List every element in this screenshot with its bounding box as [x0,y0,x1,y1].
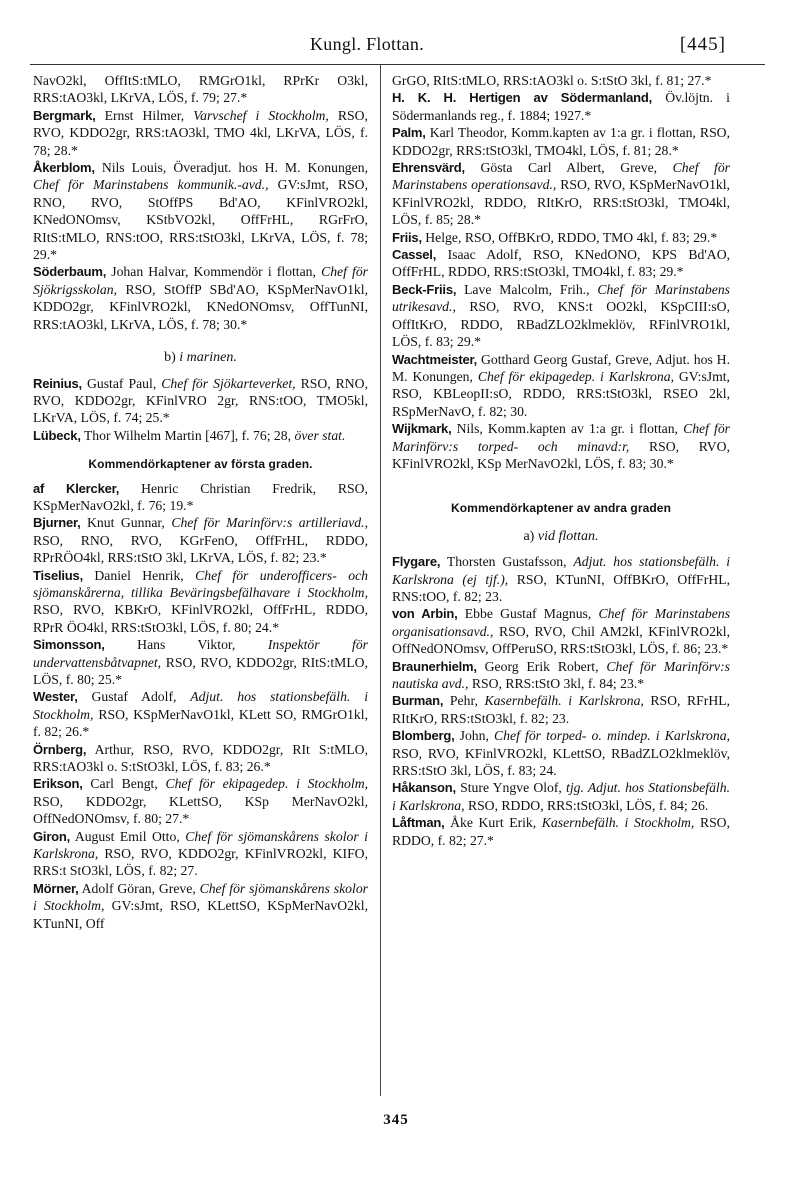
entry-title: Chef för Marinförv:s torped- och minavd:r, [392,421,730,454]
entry-text: Hans Viktor, [104,637,268,653]
register-entry [33,159,368,263]
entry-text: Daniel Henrik, [82,567,196,583]
section-heading-first-grade: Kommendörkaptener av första graden. [88,457,313,472]
entry-title: Chef för Marinförv:s artilleriavd., [171,515,368,531]
entry-text: Adolf Göran, Greve, [78,880,200,896]
entry-text: RSO, StOffP SBd'AO, KSpMerNavO1kl, KDDO2gr, KFinlVRO2kl, KNedONOmsv, OffTunNI, RRS:tAO3kl, LKrVA, LÖS, f. 78; 30.* [33,281,368,332]
entry-text: RSO, RFrHL, RItKrO, RRS:tStO3kl, f. 82; 23. [392,693,731,726]
register-entry [33,107,368,159]
register-entry [33,880,368,932]
register-entry [392,159,730,229]
entry-name: Lübeck, [33,427,81,443]
entry-title: Chef för torped- o. mindep. i Karlskrona, [494,728,730,744]
entry-title: Chef för sjömanskårens skolor i Karlskrona, [33,828,368,862]
register-entry [33,636,368,688]
register-entry [392,124,730,159]
subhead-a [392,528,730,545]
entry-text: August Emil Otto, [70,828,186,844]
entry-title: Chef för Marinstabens utrikesavd., [392,281,731,315]
entry-text: RSO, KSpMerNavO1kl, KLett SO, RMGrO1kl, f. 82; 26.* [33,706,368,740]
entry-title: Adjut. hos stationsbefälh. i Stockholm, [33,689,369,722]
entry-title: Chef för Sjökrigsskolan, [33,264,369,297]
register-entry [392,281,730,351]
register-entry [392,727,730,779]
entry-name: Mörner, [33,880,79,896]
entry-name: Cassel, [392,247,437,263]
entry-name: Bergmark, [33,107,96,123]
entry-title: Chef för Marinförv:s nautiska avd., [392,658,730,691]
entry-text: RSO, KTunNI, OffBKrO, OffFrHL, RNS:tOO, f. 82; 23. [392,571,730,604]
entry-text: Thor Wilhelm Martin [467], f. 76; 28, [80,427,295,443]
entry-text: RSO, RVO, KDDO2gr, RRS:tAO3kl, TMO 4kl, LKrVA, LÖS, f. 78; 28.* [33,107,368,158]
entry-text: Gösta Carl Albert, Greve, [464,160,673,176]
entry-text: Carl Bengt, [82,776,166,792]
entry-name: Ehrensvärd, [392,160,465,176]
register-entry [33,480,368,515]
entry-name: Reinius, [33,375,82,391]
running-title: Kungl. Flottan. [310,34,425,54]
subhead-b-letter: b) [164,350,176,366]
entry-text: Gotthard Georg Gustaf, Greve, Adjut. hos H. M. Konungen, [392,351,730,384]
entry-name: Örnberg, [33,741,87,757]
entry-text: NavO2kl, OffItS:tMLO, RMGrO1kl, RPrKr O3kl, RRS:tAO3kl, LKrVA, LÖS, f. 79; 27.* [33,73,368,106]
entry-text: RSO, RVO, Chil AM2kl, KFinlVRO2kl, OffNedONOmsv, OffPeruSO, RRS:tStO3kl, LÖS, f. 86; 23.* [392,623,730,657]
entry-name: Låftman, [392,815,445,831]
register-entry [392,692,730,727]
header-rule [30,64,765,65]
entry-name: Simonsson, [33,637,105,653]
entry-text: Henric Christian Fredrik, RSO, KSpMerNavO2kl, f. 76; 19.* [33,480,368,513]
register-entry [392,814,730,849]
entry-name: Blomberg, [392,728,455,744]
register-entry [33,741,368,776]
entry-title: Chef för underofficers- och sjömanskårerna, tillika Beväringsbefälhavare i Stockholm, [33,567,368,600]
left-column [33,72,368,932]
entry-text: Johan Halvar, Kommendör i flottan, [106,264,322,280]
left-entries-a [33,72,368,333]
entry-name: Wijkmark, [392,421,452,437]
entry-name: von Arbin, [392,606,458,622]
entry-text: Lave Malcolm, Frih., [456,281,598,297]
entry-title: Chef för Marinstabens kommunik.-avd., [33,177,269,193]
entry-name: H. K. H. Hertigen av Södermanland, [392,90,653,106]
left-entries-c [33,480,368,933]
entry-title: Chef för ekipagedep. i Karlskrona, [477,368,675,384]
subhead-b [33,349,368,366]
entry-text: RSO, KDDO2gr, KLettSO, KSp MerNavO2kl, OffNedONOmsv, f. 80; 27.* [33,793,368,827]
running-header [0,34,792,62]
entry-text: Ebbe Gustaf Magnus, [457,606,599,622]
entry-text: RSO, RDDO, f. 82; 27.* [392,815,730,848]
entry-title: Adjut. hos stationsbefälh. i Karlskrona (ej tjf.), [392,554,730,587]
register-entry [392,420,730,472]
entry-text: Thorsten Gustafsson, [440,554,574,570]
entry-text: GV:sJmt, RSO, KLettSO, KSpMerNavO2kl, KTunNI, Off [33,898,368,931]
entry-name: Friis, [392,229,422,245]
entry-name: Håkanson, [392,780,456,796]
folio-number: 345 [383,1112,409,1128]
entry-text: Åke Kurt Erik, [444,815,542,831]
entry-name: Erikson, [33,776,83,792]
entry-text: Nils Louis, Överadjut. hos H. M. Konungen, [94,160,368,176]
entry-name: Burman, [392,693,444,709]
entry-name: Tiselius, [33,567,83,583]
left-entries-b [33,375,368,445]
register-entry [33,72,368,107]
entry-text: RSO, RVO, KFinlVRO2kl, KSp MerNavO2kl, LÖS, f. 83; 30.* [392,438,730,471]
entry-title: Chef för Marinstabens organisationsavd., [392,606,731,639]
register-entry [33,688,368,740]
entry-text: John, [454,728,495,744]
register-entry [33,514,368,566]
entry-text: Ernst Hilmer, [95,107,194,123]
register-entry [392,246,730,281]
entry-text: Gustaf Adolf, [77,689,191,705]
entry-title: Chef för sjömanskårens skolor i Stockholm, [33,880,368,914]
entry-text: Helge, RSO, OffBKrO, RDDO, TMO 4kl, f. 83; 29.* [421,229,718,245]
entry-name: Giron, [33,828,71,844]
entry-text: RSO, RNO, RVO, KDDO2gr, KFinlVRO 2gr, RNS:tOO, TMO5kl, LKrVA, LÖS, f. 74; 25.* [33,375,368,426]
entry-text: Isaac Adolf, RSO, KNedONO, KPS Bd'AO, OffFrHL, RDDO, RRS:tStO3kl, TMO4kl, f. 83; 29.* [392,247,730,280]
entry-text: RSO, RNO, RVO, KGrFenO, OffFrHL, RDDO, RPrRÖO4kl, RRS:tStO 3kl, LKrVA, LÖS, f. 82; 23.* [33,532,368,566]
entry-text: Pehr, [443,693,485,709]
entry-title: Chef för Marinstabens operationsavd., [392,160,731,193]
register-entry [392,658,730,693]
register-entry [392,605,730,657]
entry-title: Chef för Sjökarteverket, [161,375,296,391]
right-entries-a [392,72,730,472]
subhead-b-text: i marinen. [179,350,237,366]
entry-text: Karl Theodor, Komm.kapten av 1:a gr. i flottan, RSO, KDDO2gr, RRS:tStO3kl, TMO4kl, LÖS, f. 81; 28.* [392,125,730,158]
entry-title: Varvschef i Stockholm, [193,107,329,123]
entry-text: RSO, RVO, KSpMerNavO1kl, KFinlVRO2kl, RDDO, RItKrO, RRS:tStO3kl, TMO4kl, LÖS, f. 85; 28.* [392,177,730,228]
entry-text: RSO, RVO, KNS:t OO2kl, KSpCIII:sO, OffItKrO, RDDO, RBadZLO2klmeklöv, RFinlVRO1kl, LÖS, f. 83; 29.* [392,299,730,350]
register-entry [33,375,368,427]
entry-name: Braunerhielm, [392,658,477,674]
entry-name: Wachtmeister, [392,351,478,367]
column-divider [380,64,381,1096]
register-entry [392,72,730,89]
entry-text: RSO, RDDO, RRS:tStO3kl, LÖS, f. 84; 26. [464,797,709,813]
entry-name: Söderbaum, [33,264,107,280]
entry-name: Bjurner, [33,515,81,531]
entry-text: Nils, Komm.kapten av 1:a gr. i flottan, [451,421,684,437]
entry-text: Georg Erik Robert, [476,658,607,674]
entry-title: Chef för ekipagedep. i Stockholm, [165,776,369,792]
register-entry [33,828,368,880]
entry-title: Inspektör för undervattensbåtvapnet, [33,637,369,670]
entry-title: Kasernbefälh. i Karlskrona, [484,693,644,709]
register-entry [392,89,730,124]
entry-name: Flygare, [392,554,441,570]
entry-name: Palm, [392,125,426,141]
register-entry [33,775,368,827]
entry-name: af Klercker, [33,480,120,496]
register-entry [392,779,730,814]
entry-text: GV:sJmt, RSO, RNO, RVO, StOffPS Bd'AO, KFinlVRO2kl, KNedONOmsv, KStbVO2kl, OffFrHL, RGrFrO, RItS:tMLO, RNS:tOO, RRS:tStO3kl, LKrVA, LÖS, f. 78; 29.* [33,177,368,263]
entry-text: Knut Gunnar, [80,515,172,531]
register-entry [392,553,730,605]
entry-title: över stat. [294,427,346,443]
page-number: [445] [679,34,726,55]
entry-text: RSO, RRS:tStO 3kl, f. 84; 23.* [468,676,645,691]
section-heading-second-grade: Kommendörkaptener av andra graden [450,501,672,516]
entry-text: RSO, RVO, KDDO2gr, KFinlVRO2kl, KIFO, RRS:t StO3kl, LÖS, f. 82; 27. [33,846,368,879]
subhead-a-text: vid flottan. [537,528,599,544]
register-entry [392,229,730,246]
entry-name: Åkerblom, [33,160,95,176]
entry-text: Gustaf Paul, [81,375,162,391]
entry-text: RSO, RVO, KBKrO, KFinlVRO2kl, OffFrHL, RDDO, RPrR ÖO4kl, RRS:tStO3kl, LÖS, f. 80; 24.* [33,602,368,635]
register-entry [33,263,368,333]
entry-name: Wester, [33,689,78,705]
entry-text: Öv.löjtn. i Södermanlands reg., f. 1884; 1927.* [392,90,730,123]
entry-text: GrGO, RItS:tMLO, RRS:tAO3kl o. S:tStO 3kl, f. 81; 27.* [392,73,712,88]
entry-title: tjg. Adjut. hos Stationsbefälh. i Karlskrona, [392,780,730,813]
right-column [392,72,730,849]
register-entry [33,567,368,637]
entry-title: Kasernbefälh. i Stockholm, [541,815,695,831]
right-entries-b [392,553,730,849]
entry-text: RSO, RVO, KFinlVRO2kl, KLettSO, RBadZLO2klmeklöv, RRS:tStO 3kl, LÖS, f. 83; 24. [392,745,730,779]
register-entry [33,427,368,444]
entry-text: Sture Yngve Olof, [455,780,567,796]
subhead-a-letter: a) [523,528,535,544]
entry-name: Beck-Friis, [392,281,457,297]
register-entry [392,351,730,421]
entry-text: Arthur, RSO, RVO, KDDO2gr, RIt S:tMLO, RRS:tAO3kl o. S:tStO3kl, LÖS, f. 83; 26.* [33,741,368,775]
entry-text: GV:sJmt, RSO, KBLeopII:sO, RDDO, RRS:tStO3kl, RSEO 2kl, RSpMerNavO, f. 82; 30. [392,368,730,419]
entry-text: RSO, RVO, KDDO2gr, RItS:tMLO, LÖS, f. 80; 25.* [33,654,368,687]
